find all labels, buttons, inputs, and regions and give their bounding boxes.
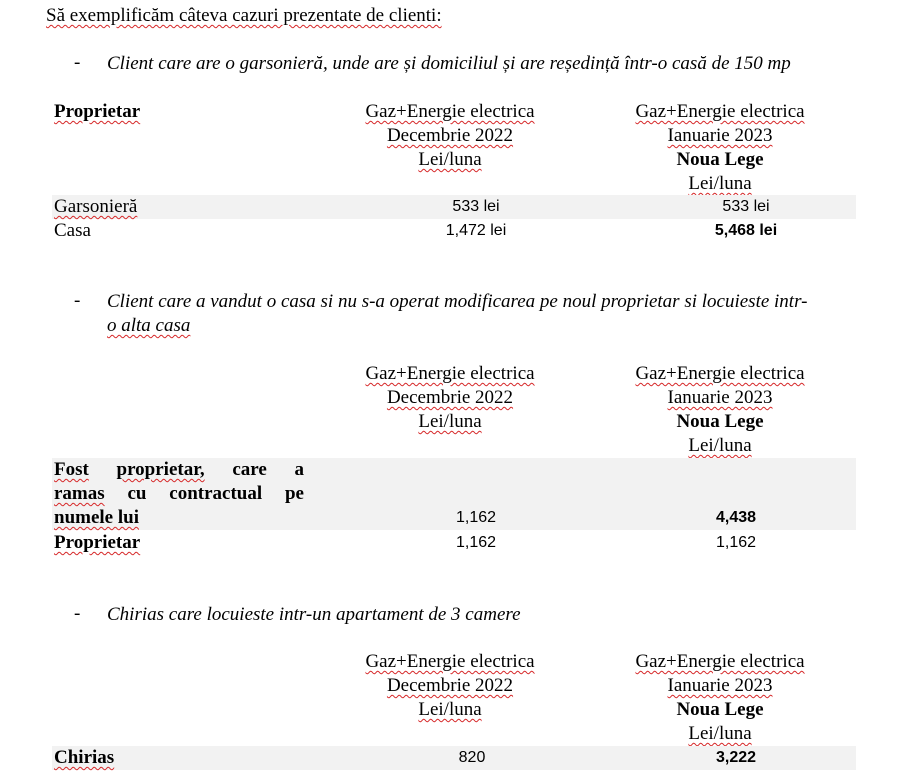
- section3-description: Chirias care locuieste intr-un apartament de 3 camere: [107, 604, 521, 625]
- header-jan-2023: Gaz+Energie electrica Ianuarie 2023 Noua Lege Lei/luna: [635, 101, 805, 194]
- table-row: [52, 531, 856, 555]
- header-dec-2022: Gaz+Energie electrica Decembrie 2022 Lei/luna: [365, 363, 535, 432]
- section1-row-label: Proprietar: [54, 101, 141, 122]
- table-row: [52, 458, 856, 530]
- table-row: [52, 219, 856, 243]
- table-row: [52, 195, 856, 219]
- value-jan: 3,222: [715, 749, 757, 766]
- value-jan: 4,438: [715, 509, 757, 526]
- value-dec: 820: [458, 749, 486, 766]
- section1-description: Client care are o garsonieră, unde are și domiciliul și are reședință într-o casă de 150 mp: [107, 53, 791, 74]
- table-row: [52, 746, 856, 770]
- row-label: Proprietar: [54, 532, 141, 553]
- bullet-marker: -: [74, 290, 81, 311]
- bullet-marker: -: [74, 603, 81, 624]
- value-dec: 1,162: [455, 509, 497, 526]
- header-jan-2023: Gaz+Energie electrica Ianuarie 2023 Noua Lege Lei/luna: [635, 651, 805, 744]
- row-label: Garsonieră: [54, 196, 138, 217]
- row-label: Chirias: [54, 747, 115, 768]
- section2-description-line2: o alta casa: [107, 315, 191, 336]
- bullet-marker: -: [74, 52, 81, 73]
- header-dec-2022: Gaz+Energie electrica Decembrie 2022 Lei/luna: [365, 651, 535, 720]
- header-dec-2022: Gaz+Energie electrica Decembrie 2022 Lei/luna: [365, 101, 535, 170]
- section2-description-line1: Client care a vandut o casa si nu s-a operat modificarea pe noul proprietar si locuieste intr-: [107, 291, 808, 312]
- value-jan: 533 lei: [722, 198, 770, 215]
- value-dec: 1,162: [455, 534, 497, 551]
- row-label: Casa: [54, 220, 91, 241]
- intro-text: Să exemplificăm câteva cazuri prezentate de clienti:: [46, 5, 442, 26]
- value-jan: 5,468 lei: [714, 222, 778, 239]
- value-jan: 1,162: [715, 534, 757, 551]
- header-jan-2023: Gaz+Energie electrica Ianuarie 2023 Noua Lege Lei/luna: [635, 363, 805, 456]
- value-dec: 533 lei: [452, 198, 500, 215]
- row-label: Fost proprietar, care a ramas cu contractual pe numele lui: [54, 459, 304, 528]
- value-dec: 1,472 lei: [445, 222, 507, 239]
